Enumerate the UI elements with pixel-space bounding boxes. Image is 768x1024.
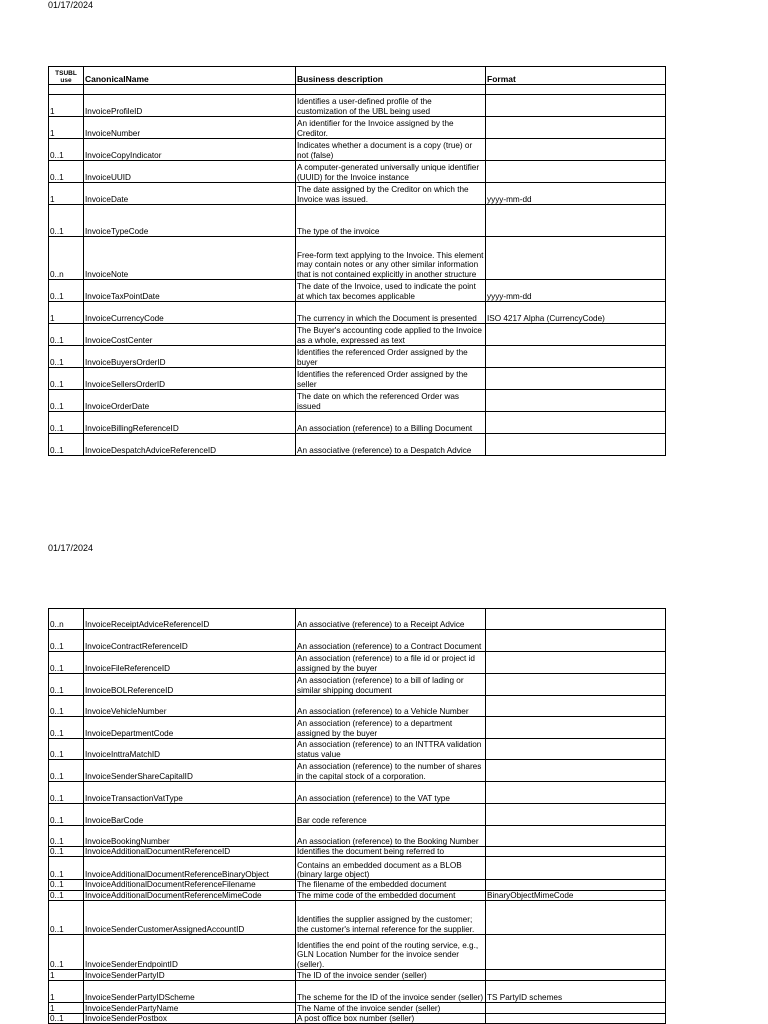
description-cell: Contains an embedded document as a BLOB (binary large object) [296,857,486,880]
format-cell [486,368,666,390]
table-row [49,609,666,630]
table-row [49,969,666,980]
use-cell: 1 [49,117,84,139]
table-row [49,652,666,674]
canonical-name-cell: InvoiceTransactionVatType [84,782,296,804]
use-cell: 0..1 [49,630,84,652]
header-tsubl-use: TSUBL use [49,67,84,85]
table-row [49,674,666,696]
use-cell: 0..1 [49,139,84,161]
canonical-name-cell: InvoiceSenderPostbox [84,1013,296,1023]
format-cell [486,237,666,280]
use-cell: 0..1 [49,760,84,782]
description-cell: An association (reference) to the Booking Number [296,826,486,847]
format-cell [486,717,666,739]
canonical-name-cell: InvoiceSenderPartyName [84,1002,296,1013]
table-row [49,346,666,368]
description-cell: Free-form text applying to the Invoice. This element may contain notes or any other similar information that is not contained explicitly in another structure [296,237,486,280]
table-row [49,826,666,847]
format-cell [486,1013,666,1023]
table-row [49,980,666,1002]
use-cell: 0..1 [49,412,84,434]
table-row [49,434,666,456]
canonical-name-cell: InvoiceInttraMatchID [84,739,296,760]
use-cell: 0..1 [49,324,84,346]
use-cell: 0..1 [49,346,84,368]
use-cell [49,85,84,95]
canonical-name-cell: InvoiceTaxPointDate [84,280,296,302]
description-cell: Identifies the supplier assigned by the customer; the customer's internal reference for the supplier. [296,900,486,934]
format-cell [486,969,666,980]
use-cell: 1 [49,980,84,1002]
page1-date: 01/17/2024 [48,0,94,10]
format-cell [486,390,666,412]
canonical-name-cell: InvoiceSenderPartyIDScheme [84,980,296,1002]
format-cell: yyyy-mm-dd [486,280,666,302]
table-row [49,847,666,857]
table-row [49,324,666,346]
description-cell: An associative (reference) to a Despatch Advice [296,434,486,456]
table-row [49,183,666,205]
canonical-name-cell: InvoiceDate [84,183,296,205]
table-row [49,412,666,434]
canonical-name-cell: InvoiceSellersOrderID [84,368,296,390]
format-cell [486,139,666,161]
use-cell: 0..1 [49,1013,84,1023]
description-cell: An association (reference) to the number of shares in the capital stock of a corporation. [296,760,486,782]
description-cell: The scheme for the ID of the invoice sender (seller) [296,980,486,1002]
use-cell: 0..1 [49,880,84,890]
canonical-name-cell: InvoiceVehicleNumber [84,696,296,717]
format-cell [486,1002,666,1013]
format-cell [486,826,666,847]
header-row [49,67,666,85]
format-cell [486,739,666,760]
format-cell [486,674,666,696]
header-format: Format [486,67,666,85]
canonical-name-cell: InvoiceAdditionalDocumentReferenceMimeCode [84,890,296,900]
use-cell: 0..1 [49,390,84,412]
description-cell: Identifies the referenced Order assigned by the seller [296,368,486,390]
use-cell: 0..1 [49,857,84,880]
table-row [49,139,666,161]
description-cell: An association (reference) to a file id or project id assigned by the buyer [296,652,486,674]
canonical-name-cell: InvoiceSenderShareCapitalID [84,760,296,782]
format-cell [486,880,666,890]
table-row [49,880,666,890]
table-row [49,717,666,739]
canonical-name-cell: InvoiceDespatchAdviceReferenceID [84,434,296,456]
header-canonical-name: CanonicalName [84,67,296,85]
description-cell: Indicates whether a document is a copy (true) or not (false) [296,139,486,161]
page1-table [48,66,666,456]
format-cell [486,434,666,456]
format-cell [486,857,666,880]
format-cell: TS PartyID schemes [486,980,666,1002]
canonical-name-cell: InvoiceSenderEndpointID [84,934,296,969]
format-cell [486,346,666,368]
table-row [49,900,666,934]
table-row [49,280,666,302]
canonical-name-cell: InvoiceBarCode [84,804,296,826]
canonical-name-cell: InvoiceCopyIndicator [84,139,296,161]
table-row [49,696,666,717]
use-cell: 0..1 [49,890,84,900]
format-cell [486,934,666,969]
canonical-name-cell: InvoiceNumber [84,117,296,139]
format-cell [486,117,666,139]
description-cell: The Buyer's accounting code applied to the Invoice as a whole, expressed as text [296,324,486,346]
description-cell: An association (reference) to a department assigned by the buyer [296,717,486,739]
use-cell: 0..1 [49,826,84,847]
description-cell: An association (reference) to the VAT type [296,782,486,804]
description-cell: The date assigned by the Creditor on which the Invoice was issued. [296,183,486,205]
canonical-name-cell: InvoiceNote [84,237,296,280]
use-cell: 1 [49,969,84,980]
description-cell: The currency in which the Document is presented [296,302,486,324]
table-row [49,302,666,324]
description-cell: An identifier for the Invoice assigned by the Creditor. [296,117,486,139]
canonical-name-cell: InvoiceBOLReferenceID [84,674,296,696]
description-cell: An associative (reference) to a Receipt Advice [296,609,486,630]
use-cell: 0..1 [49,434,84,456]
canonical-name-cell: InvoiceCostCenter [84,324,296,346]
format-cell [486,782,666,804]
table-row [49,368,666,390]
format-cell: yyyy-mm-dd [486,183,666,205]
table-row [49,630,666,652]
use-cell: 0..1 [49,934,84,969]
description-cell: The date on which the referenced Order was issued [296,390,486,412]
use-cell: 1 [49,95,84,117]
description-cell: The mime code of the embedded document [296,890,486,900]
description-cell: A computer-generated universally unique identifier (UUID) for the Invoice instance [296,161,486,183]
table-row [49,857,666,880]
format-cell [486,696,666,717]
canonical-name-cell: InvoiceAdditionalDocumentReferenceID [84,847,296,857]
use-cell: 0..1 [49,804,84,826]
canonical-name-cell: InvoiceBookingNumber [84,826,296,847]
canonical-name-cell: InvoiceFileReferenceID [84,652,296,674]
table-row [49,85,666,95]
description-cell: An association (reference) to a bill of lading or similar shipping document [296,674,486,696]
table-row [49,1002,666,1013]
description-cell: An association (reference) to an INTTRA validation status value [296,739,486,760]
description-cell: The ID of the invoice sender (seller) [296,969,486,980]
canonical-name-cell: InvoiceOrderDate [84,390,296,412]
table-row [49,117,666,139]
use-cell: 1 [49,1002,84,1013]
format-cell [486,412,666,434]
table-row [49,760,666,782]
format-cell [486,900,666,934]
description-cell: An association (reference) to a Vehicle Number [296,696,486,717]
use-cell: 0..1 [49,847,84,857]
use-cell: 0..1 [49,717,84,739]
description-cell: The type of the invoice [296,205,486,237]
description-cell: An association (reference) to a Billing Document [296,412,486,434]
format-cell [486,760,666,782]
table-row [49,934,666,969]
format-cell: BinaryObjectMimeCode [486,890,666,900]
format-cell [486,652,666,674]
use-cell: 0..1 [49,280,84,302]
use-cell: 0..1 [49,900,84,934]
canonical-name-cell: InvoiceBillingReferenceID [84,412,296,434]
use-cell: 0..n [49,609,84,630]
use-cell: 0..1 [49,161,84,183]
format-cell: ISO 4217 Alpha (CurrencyCode) [486,302,666,324]
canonical-name-cell: InvoiceSenderPartyID [84,969,296,980]
use-cell: 1 [49,183,84,205]
page2-date: 01/17/2024 [48,543,94,553]
canonical-name-cell: InvoiceAdditionalDocumentReferenceFilename [84,880,296,890]
format-cell [486,85,666,95]
table-row [49,161,666,183]
format-cell [486,609,666,630]
table-row [49,782,666,804]
description-cell [296,85,486,95]
use-cell: 0..1 [49,205,84,237]
format-cell [486,847,666,857]
canonical-name-cell: InvoiceAdditionalDocumentReferenceBinaryObject [84,857,296,880]
canonical-name-cell: InvoiceUUID [84,161,296,183]
canonical-name-cell: InvoiceProfileID [84,95,296,117]
page2-table [48,608,666,1024]
use-cell: 0..1 [49,368,84,390]
use-cell: 0..n [49,237,84,280]
table-row [49,237,666,280]
description-cell: Bar code reference [296,804,486,826]
format-cell [486,804,666,826]
canonical-name-cell: InvoiceContractReferenceID [84,630,296,652]
use-cell: 0..1 [49,652,84,674]
use-cell: 0..1 [49,674,84,696]
format-cell [486,630,666,652]
canonical-name-cell: InvoiceReceiptAdviceReferenceID [84,609,296,630]
table-row [49,804,666,826]
format-cell [486,324,666,346]
header-business-description: Business description [296,67,486,85]
description-cell: The Name of the invoice sender (seller) [296,1002,486,1013]
canonical-name-cell: InvoiceBuyersOrderID [84,346,296,368]
use-cell: 0..1 [49,696,84,717]
table-row [49,95,666,117]
canonical-name-cell [84,85,296,95]
canonical-name-cell: InvoiceDepartmentCode [84,717,296,739]
description-cell: Identifies a user-defined profile of the customization of the UBL being used [296,95,486,117]
description-cell: Identifies the end point of the routing service, e.g., GLN Location Number for the invoice sender (seller). [296,934,486,969]
use-cell: 0..1 [49,739,84,760]
table-row [49,205,666,237]
table-row [49,739,666,760]
canonical-name-cell: InvoiceSenderCustomerAssignedAccountID [84,900,296,934]
use-cell: 1 [49,302,84,324]
format-cell [486,161,666,183]
canonical-name-cell: InvoiceTypeCode [84,205,296,237]
canonical-name-cell: InvoiceCurrencyCode [84,302,296,324]
format-cell [486,95,666,117]
description-cell: Identifies the document being referred to [296,847,486,857]
use-cell: 0..1 [49,782,84,804]
format-cell [486,205,666,237]
description-cell: Identifies the referenced Order assigned by the buyer [296,346,486,368]
description-cell: A post office box number (seller) [296,1013,486,1023]
description-cell: The filename of the embedded document [296,880,486,890]
description-cell: The date of the Invoice, used to indicate the point at which tax becomes applicable [296,280,486,302]
table-row [49,390,666,412]
table-row [49,1013,666,1023]
description-cell: An association (reference) to a Contract Document [296,630,486,652]
table-row [49,890,666,900]
